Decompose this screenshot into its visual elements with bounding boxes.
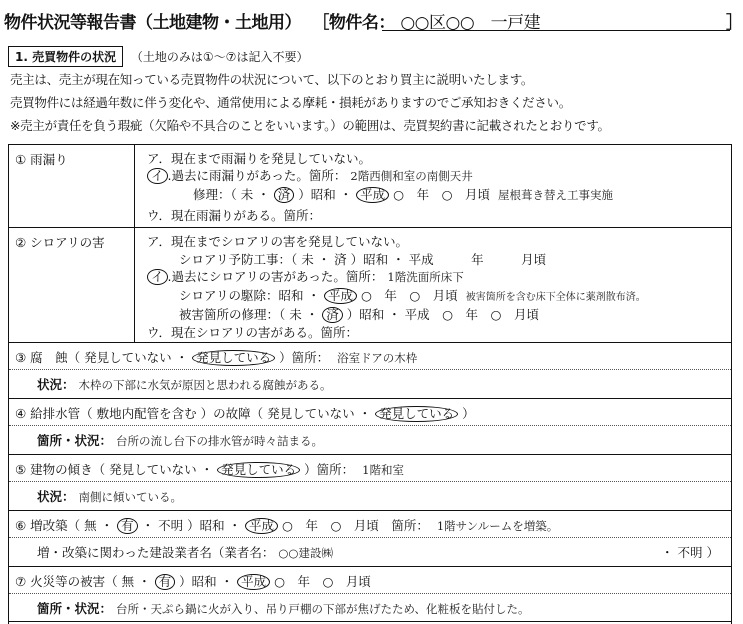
fire-status-value: 台所・天ぷら鍋に火が入り、吊り戸棚の下部が焦げたため、化粧板を貼付した。 <box>116 602 530 616</box>
tilt-label-prefix: ⑤ 建物の傾き（ 発見していない ・ <box>15 462 214 477</box>
selected-circle[interactable]: 済 <box>322 307 343 323</box>
corrosion-label <box>15 348 417 366</box>
selected-circle: イ <box>147 168 168 184</box>
property-underline <box>382 30 730 31</box>
termite-extermination-note: 被害箇所を含む床下全体に薬剤散布済。 <box>465 292 646 303</box>
fire-label <box>15 572 371 590</box>
plumbing-status <box>37 431 323 449</box>
selected-circle[interactable]: 済 <box>274 187 295 203</box>
termite-damage-repair-line <box>179 305 539 323</box>
plumbing-status-label: 箇所・状況： <box>37 433 113 448</box>
termite-place-value: 1階洗面所床下 <box>387 270 464 284</box>
selected-circle[interactable]: 平成 <box>237 574 270 590</box>
corrosion-label-suffix: ）箇所： <box>279 350 330 365</box>
renovation-contractor-value[interactable]: ○○建設㈱ <box>278 546 333 560</box>
fire-status <box>37 599 530 617</box>
corrosion-status-label: 状況： <box>37 377 75 392</box>
corrosion-label-prefix: ③ 腐 蝕（ 発見していない ・ <box>15 350 189 365</box>
renovation-label-date: ○ 年 ○ 月頃 箇所： <box>282 518 429 533</box>
corrosion-status <box>37 375 332 393</box>
selected-circle[interactable]: 有 <box>155 574 176 590</box>
property-name-value[interactable]: ○○区○○ 一戸建 <box>400 13 541 33</box>
section-number-label: 1. 売買物件の状況 <box>8 46 123 67</box>
dotted-divider <box>9 425 731 426</box>
renovation-contractor-label: 増・改築に関わった建設業者名（業者名： <box>37 545 275 560</box>
rain-repair-note: 屋根葺き替え工事実施 <box>497 188 613 202</box>
termite-extermination-line <box>179 286 646 304</box>
row-border <box>9 510 731 511</box>
row-border <box>9 342 731 343</box>
termite-damage-prefix: 被害箇所の修理：（ 未 ・ <box>179 307 319 322</box>
termite-damage-date: ）昭和 ・ 平成 ○ 年 ○ 月頃 <box>346 307 539 322</box>
intro-line-3: ※売主が責任を負う瑕疵（欠陥や不具合のことをいいます。）の範囲は、売買契約書に記載されたとおりです。 <box>10 118 610 133</box>
renovation-place-value: 1階サンルームを増築。 <box>436 519 559 533</box>
rain-leak-label: ① 雨漏り <box>15 152 68 167</box>
status-table <box>8 144 732 624</box>
renovation-label-mid: ・ 不明 ）昭和 ・ <box>141 518 242 533</box>
row-border <box>9 144 731 145</box>
rain-option-i[interactable] <box>147 166 473 184</box>
selected-circle[interactable]: 平成 <box>356 187 389 203</box>
property-label: ［物件名： <box>312 13 395 33</box>
termite-label: ② シロアリの害 <box>15 235 105 250</box>
row-border <box>9 454 731 455</box>
plumbing-label-prefix: ④ 給排水管（ 敷地内配管を含む ）の故障（ 発見していない ・ <box>15 406 372 421</box>
title-text: 物件状況等報告書（土地建物・土地用） <box>4 13 301 33</box>
selected-circle: イ <box>147 269 168 285</box>
termite-prevention-line: シロアリ予防工事：（ 未 ・ 済 ）昭和 ・ 平成 年 月頃 <box>179 252 547 267</box>
row-border <box>9 398 731 399</box>
selected-circle[interactable]: 平成 <box>324 288 357 304</box>
fire-label-date: ○ 年 ○ 月頃 <box>274 574 371 589</box>
termite-option-i[interactable] <box>147 267 464 285</box>
tilt-status <box>37 487 182 505</box>
section-note: （土地のみは①～⑦は記入不要） <box>130 50 309 64</box>
termite-extermination-prefix: シロアリの駆除：昭和 ・ <box>179 288 320 303</box>
corrosion-place-value: 浴室ドアの木枠 <box>337 351 418 365</box>
fire-label-mid: ）昭和 ・ <box>179 574 234 589</box>
tilt-status-value: 南側に傾いている。 <box>78 490 183 504</box>
row-border <box>9 566 731 567</box>
renovation-label <box>15 516 558 534</box>
rain-option-i-text: .過去に雨漏りがあった。箇所： <box>167 168 347 183</box>
rain-option-a[interactable]: ア．現在まで雨漏りを発見していない。 <box>147 151 372 166</box>
tilt-label <box>15 460 404 478</box>
renovation-label-prefix: ⑥ 増改築（ 無 ・ <box>15 518 114 533</box>
termite-option-a[interactable]: ア．現在までシロアリの害を発見していない。 <box>147 234 409 249</box>
rain-repair-line <box>193 185 613 203</box>
rain-repair-prefix: 修理：（ 未 ・ <box>193 187 270 202</box>
column-divider <box>134 144 135 227</box>
plumbing-status-value: 台所の流し台下の排水管が時々詰まる。 <box>116 434 324 448</box>
selected-circle[interactable]: 発見している <box>217 462 300 478</box>
rain-repair-mid: ）昭和 ・ <box>298 187 353 202</box>
tilt-place-value: 1階和室 <box>362 463 404 477</box>
rain-option-u[interactable]: ウ．現在雨漏りがある。箇所： <box>147 208 322 223</box>
plumbing-label-suffix: ） <box>462 406 475 421</box>
rain-repair-date: ○ 年 ○ 月頃 <box>393 187 490 202</box>
renovation-contractor-unknown[interactable]: ・ 不明 ） <box>661 545 719 560</box>
dotted-divider <box>9 537 731 538</box>
property-bracket-close: ］ <box>726 13 743 33</box>
intro-line-1: 売主は、売主が現在知っている売買物件の状況について、以下のとおり買主に説明いたします。 <box>10 72 534 87</box>
dotted-divider <box>9 593 731 594</box>
termite-extermination-date: ○ 年 ○ 月頃 <box>360 288 458 303</box>
column-divider <box>134 227 135 342</box>
tilt-status-label: 状況： <box>37 489 75 504</box>
row-border <box>9 621 731 622</box>
plumbing-label <box>15 404 475 422</box>
row-border <box>9 227 731 228</box>
dotted-divider <box>9 369 731 370</box>
selected-circle[interactable]: 発見している <box>192 350 275 366</box>
termite-option-u[interactable]: ウ．現在シロアリの害がある。箇所： <box>147 325 359 340</box>
fire-status-label: 箇所・状況： <box>37 601 113 616</box>
selected-circle[interactable]: 有 <box>117 518 138 534</box>
selected-circle[interactable]: 発見している <box>375 406 458 422</box>
rain-place-value: 2階西側和室の南側天井 <box>350 169 473 183</box>
termite-option-i-text: .過去にシロアリの害があった。箇所： <box>167 269 384 284</box>
selected-circle[interactable]: 平成 <box>245 518 278 534</box>
fire-label-prefix: ⑦ 火災等の被害（ 無 ・ <box>15 574 151 589</box>
tilt-label-suffix: ）箇所： <box>304 462 355 477</box>
intro-line-2: 売買物件には経過年数に伴う変化や、通常使用による摩耗・損耗がありますのでご承知おきください。 <box>10 95 571 110</box>
section-heading <box>8 46 308 67</box>
dotted-divider <box>9 481 731 482</box>
corrosion-status-value: 木枠の下部に水気が原因と思われる腐蝕がある。 <box>78 378 332 392</box>
renovation-contractor <box>37 543 333 561</box>
